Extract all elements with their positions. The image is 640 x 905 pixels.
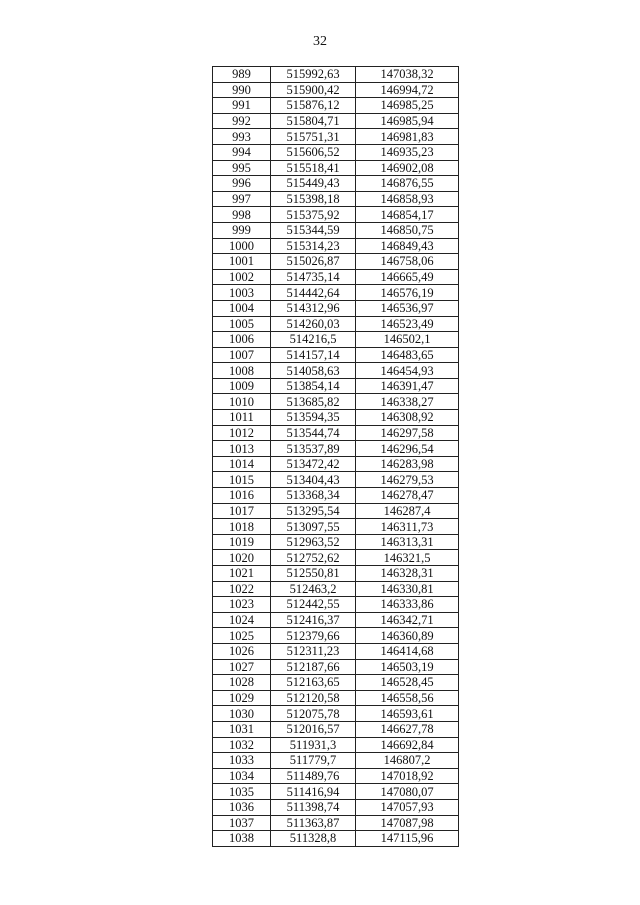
point-number-cell: 1018	[213, 519, 271, 535]
table-row	[213, 254, 459, 270]
table-row	[213, 706, 459, 722]
point-number-cell: 1011	[213, 410, 271, 426]
x-coordinate-cell: 515314,23	[271, 238, 356, 254]
y-coordinate-cell: 146627,78	[356, 721, 459, 737]
y-coordinate-cell: 146858,93	[356, 191, 459, 207]
table-row	[213, 363, 459, 379]
y-coordinate-cell: 147080,07	[356, 784, 459, 800]
table-row	[213, 831, 459, 847]
y-coordinate-cell: 146297,58	[356, 425, 459, 441]
table-row	[213, 378, 459, 394]
y-coordinate-cell: 147115,96	[356, 831, 459, 847]
x-coordinate-cell: 515751,31	[271, 129, 356, 145]
x-coordinate-cell: 511489,76	[271, 768, 356, 784]
point-number-cell: 999	[213, 222, 271, 238]
y-coordinate-cell: 146523,49	[356, 316, 459, 332]
table-row	[213, 82, 459, 98]
coordinates-table	[212, 66, 459, 847]
x-coordinate-cell: 513854,14	[271, 378, 356, 394]
x-coordinate-cell: 511779,7	[271, 753, 356, 769]
point-number-cell: 1009	[213, 378, 271, 394]
x-coordinate-cell: 511363,87	[271, 815, 356, 831]
table-row	[213, 207, 459, 223]
x-coordinate-cell: 512187,66	[271, 659, 356, 675]
point-number-cell: 1013	[213, 441, 271, 457]
x-coordinate-cell: 514216,5	[271, 332, 356, 348]
point-number-cell: 993	[213, 129, 271, 145]
y-coordinate-cell: 146454,93	[356, 363, 459, 379]
point-number-cell: 1034	[213, 768, 271, 784]
table-row	[213, 721, 459, 737]
table-row	[213, 784, 459, 800]
y-coordinate-cell: 146483,65	[356, 347, 459, 363]
x-coordinate-cell: 512120,58	[271, 690, 356, 706]
page-number: 32	[313, 34, 327, 49]
table-row	[213, 597, 459, 613]
table-row	[213, 581, 459, 597]
table-row	[213, 129, 459, 145]
point-number-cell: 1031	[213, 721, 271, 737]
table-row	[213, 347, 459, 363]
table-row	[213, 425, 459, 441]
x-coordinate-cell: 513097,55	[271, 519, 356, 535]
table-row	[213, 643, 459, 659]
y-coordinate-cell: 146502,1	[356, 332, 459, 348]
y-coordinate-cell: 146528,45	[356, 675, 459, 691]
y-coordinate-cell: 147018,92	[356, 768, 459, 784]
y-coordinate-cell: 146593,61	[356, 706, 459, 722]
y-coordinate-cell: 147087,98	[356, 815, 459, 831]
point-number-cell: 1017	[213, 503, 271, 519]
table-row	[213, 612, 459, 628]
x-coordinate-cell: 512163,65	[271, 675, 356, 691]
x-coordinate-cell: 511416,94	[271, 784, 356, 800]
x-coordinate-cell: 513544,74	[271, 425, 356, 441]
y-coordinate-cell: 146360,89	[356, 628, 459, 644]
x-coordinate-cell: 514058,63	[271, 363, 356, 379]
table-row	[213, 113, 459, 129]
table-row	[213, 160, 459, 176]
point-number-cell: 1019	[213, 534, 271, 550]
y-coordinate-cell: 146576,19	[356, 285, 459, 301]
table-row	[213, 176, 459, 192]
point-number-cell: 992	[213, 113, 271, 129]
point-number-cell: 1014	[213, 456, 271, 472]
table-row	[213, 534, 459, 550]
x-coordinate-cell: 515398,18	[271, 191, 356, 207]
y-coordinate-cell: 146296,54	[356, 441, 459, 457]
point-number-cell: 1003	[213, 285, 271, 301]
y-coordinate-cell: 146321,5	[356, 550, 459, 566]
table-row	[213, 737, 459, 753]
x-coordinate-cell: 514735,14	[271, 269, 356, 285]
point-number-cell: 1028	[213, 675, 271, 691]
point-number-cell: 1015	[213, 472, 271, 488]
x-coordinate-cell: 514260,03	[271, 316, 356, 332]
y-coordinate-cell: 146414,68	[356, 643, 459, 659]
x-coordinate-cell: 511398,74	[271, 799, 356, 815]
y-coordinate-cell: 146985,25	[356, 98, 459, 114]
x-coordinate-cell: 515992,63	[271, 67, 356, 83]
x-coordinate-cell: 513295,54	[271, 503, 356, 519]
y-coordinate-cell: 146333,86	[356, 597, 459, 613]
y-coordinate-cell: 147038,32	[356, 67, 459, 83]
point-number-cell: 1005	[213, 316, 271, 332]
point-number-cell: 1002	[213, 269, 271, 285]
x-coordinate-cell: 513685,82	[271, 394, 356, 410]
table-row	[213, 628, 459, 644]
y-coordinate-cell: 146935,23	[356, 144, 459, 160]
point-number-cell: 1022	[213, 581, 271, 597]
point-number-cell: 1016	[213, 488, 271, 504]
x-coordinate-cell: 514312,96	[271, 300, 356, 316]
x-coordinate-cell: 512311,23	[271, 643, 356, 659]
point-number-cell: 1012	[213, 425, 271, 441]
y-coordinate-cell: 146902,08	[356, 160, 459, 176]
y-coordinate-cell: 146279,53	[356, 472, 459, 488]
y-coordinate-cell: 146758,06	[356, 254, 459, 270]
y-coordinate-cell: 146328,31	[356, 566, 459, 582]
point-number-cell: 1000	[213, 238, 271, 254]
point-number-cell: 1035	[213, 784, 271, 800]
point-number-cell: 994	[213, 144, 271, 160]
y-coordinate-cell: 146558,56	[356, 690, 459, 706]
point-number-cell: 1010	[213, 394, 271, 410]
y-coordinate-cell: 146985,94	[356, 113, 459, 129]
table-row	[213, 799, 459, 815]
x-coordinate-cell: 513472,42	[271, 456, 356, 472]
y-coordinate-cell: 146876,55	[356, 176, 459, 192]
table-row	[213, 269, 459, 285]
table-row	[213, 98, 459, 114]
table-row	[213, 285, 459, 301]
x-coordinate-cell: 512416,37	[271, 612, 356, 628]
y-coordinate-cell: 146994,72	[356, 82, 459, 98]
point-number-cell: 1033	[213, 753, 271, 769]
y-coordinate-cell: 146308,92	[356, 410, 459, 426]
table-row	[213, 144, 459, 160]
x-coordinate-cell: 513594,35	[271, 410, 356, 426]
y-coordinate-cell: 146692,84	[356, 737, 459, 753]
x-coordinate-cell: 515606,52	[271, 144, 356, 160]
point-number-cell: 1029	[213, 690, 271, 706]
point-number-cell: 1036	[213, 799, 271, 815]
y-coordinate-cell: 146313,31	[356, 534, 459, 550]
y-coordinate-cell: 146283,98	[356, 456, 459, 472]
x-coordinate-cell: 511328,8	[271, 831, 356, 847]
y-coordinate-cell: 146278,47	[356, 488, 459, 504]
table-row	[213, 815, 459, 831]
y-coordinate-cell: 146849,43	[356, 238, 459, 254]
y-coordinate-cell: 146503,19	[356, 659, 459, 675]
point-number-cell: 1006	[213, 332, 271, 348]
x-coordinate-cell: 512752,62	[271, 550, 356, 566]
point-number-cell: 996	[213, 176, 271, 192]
y-coordinate-cell: 146287,4	[356, 503, 459, 519]
x-coordinate-cell: 515344,59	[271, 222, 356, 238]
point-number-cell: 998	[213, 207, 271, 223]
table-row	[213, 410, 459, 426]
x-coordinate-cell: 512550,81	[271, 566, 356, 582]
point-number-cell: 1007	[213, 347, 271, 363]
y-coordinate-cell: 146981,83	[356, 129, 459, 145]
point-number-cell: 1024	[213, 612, 271, 628]
point-number-cell: 1037	[213, 815, 271, 831]
table-row	[213, 503, 459, 519]
table-row	[213, 332, 459, 348]
table-row	[213, 300, 459, 316]
x-coordinate-cell: 515026,87	[271, 254, 356, 270]
point-number-cell: 989	[213, 67, 271, 83]
point-number-cell: 1032	[213, 737, 271, 753]
table-row	[213, 519, 459, 535]
table-row	[213, 550, 459, 566]
y-coordinate-cell: 146854,17	[356, 207, 459, 223]
table-row	[213, 690, 459, 706]
point-number-cell: 1025	[213, 628, 271, 644]
y-coordinate-cell: 146391,47	[356, 378, 459, 394]
point-number-cell: 1026	[213, 643, 271, 659]
x-coordinate-cell: 511931,3	[271, 737, 356, 753]
point-number-cell: 991	[213, 98, 271, 114]
x-coordinate-cell: 512463,2	[271, 581, 356, 597]
point-number-cell: 995	[213, 160, 271, 176]
point-number-cell: 1021	[213, 566, 271, 582]
x-coordinate-cell: 513368,34	[271, 488, 356, 504]
point-number-cell: 1020	[213, 550, 271, 566]
x-coordinate-cell: 513404,43	[271, 472, 356, 488]
point-number-cell: 1004	[213, 300, 271, 316]
x-coordinate-cell: 512075,78	[271, 706, 356, 722]
x-coordinate-cell: 515375,92	[271, 207, 356, 223]
point-number-cell: 1023	[213, 597, 271, 613]
x-coordinate-cell: 512442,55	[271, 597, 356, 613]
x-coordinate-cell: 514157,14	[271, 347, 356, 363]
coordinates-table-body	[213, 67, 459, 847]
x-coordinate-cell: 513537,89	[271, 441, 356, 457]
table-row	[213, 456, 459, 472]
y-coordinate-cell: 146330,81	[356, 581, 459, 597]
point-number-cell: 990	[213, 82, 271, 98]
point-number-cell: 997	[213, 191, 271, 207]
table-row	[213, 659, 459, 675]
point-number-cell: 1027	[213, 659, 271, 675]
x-coordinate-cell: 515804,71	[271, 113, 356, 129]
y-coordinate-cell: 147057,93	[356, 799, 459, 815]
x-coordinate-cell: 512379,66	[271, 628, 356, 644]
table-row	[213, 488, 459, 504]
y-coordinate-cell: 146342,71	[356, 612, 459, 628]
table-row	[213, 441, 459, 457]
y-coordinate-cell: 146850,75	[356, 222, 459, 238]
x-coordinate-cell: 515518,41	[271, 160, 356, 176]
point-number-cell: 1030	[213, 706, 271, 722]
table-row	[213, 191, 459, 207]
table-row	[213, 316, 459, 332]
point-number-cell: 1008	[213, 363, 271, 379]
y-coordinate-cell: 146536,97	[356, 300, 459, 316]
x-coordinate-cell: 512016,57	[271, 721, 356, 737]
y-coordinate-cell: 146807,2	[356, 753, 459, 769]
y-coordinate-cell: 146338,27	[356, 394, 459, 410]
y-coordinate-cell: 146311,73	[356, 519, 459, 535]
table-row	[213, 675, 459, 691]
table-row	[213, 768, 459, 784]
table-row	[213, 67, 459, 83]
table-row	[213, 238, 459, 254]
point-number-cell: 1038	[213, 831, 271, 847]
table-row	[213, 222, 459, 238]
table-row	[213, 472, 459, 488]
table-row	[213, 566, 459, 582]
table-row	[213, 394, 459, 410]
x-coordinate-cell: 512963,52	[271, 534, 356, 550]
point-number-cell: 1001	[213, 254, 271, 270]
y-coordinate-cell: 146665,49	[356, 269, 459, 285]
table-row	[213, 753, 459, 769]
x-coordinate-cell: 515900,42	[271, 82, 356, 98]
x-coordinate-cell: 514442,64	[271, 285, 356, 301]
x-coordinate-cell: 515876,12	[271, 98, 356, 114]
x-coordinate-cell: 515449,43	[271, 176, 356, 192]
